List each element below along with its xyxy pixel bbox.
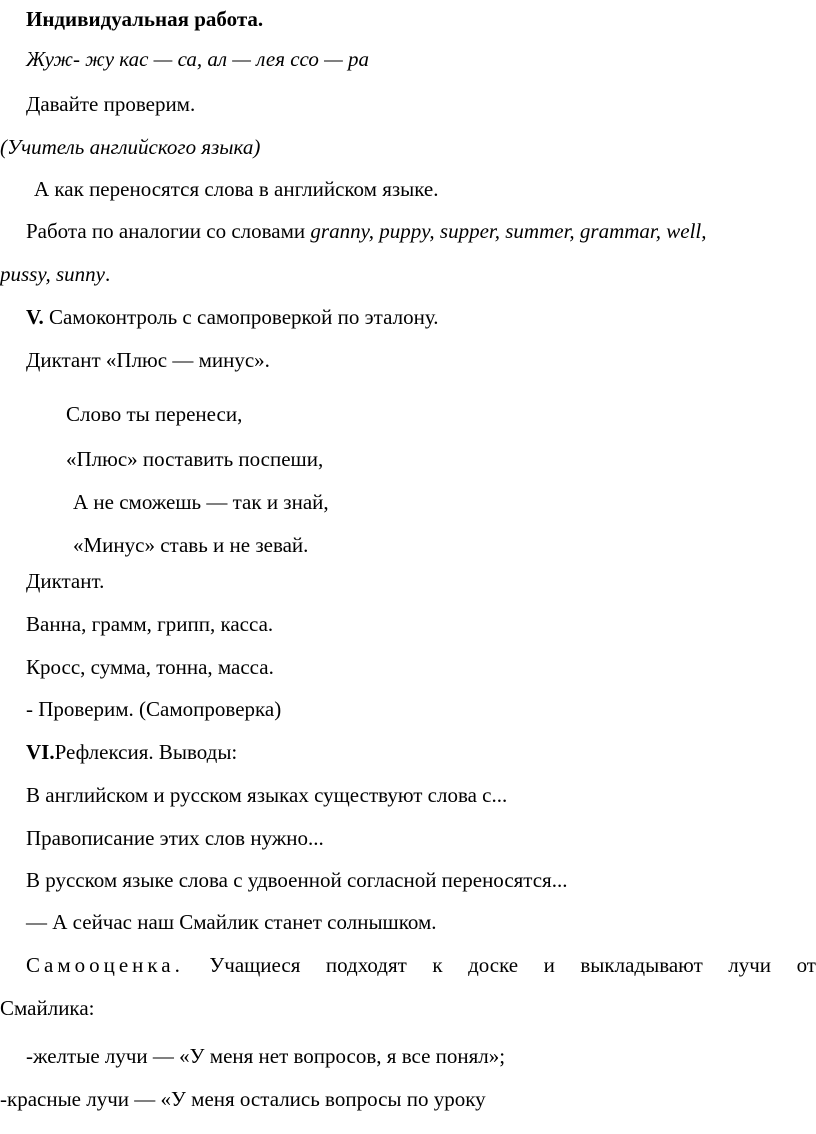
section-6-heading (26, 739, 237, 765)
red-rays-line: -красные лучи — «У меня остались вопросы по уроку (0, 1087, 486, 1111)
self-assessment-word: Учащиеся (209, 953, 301, 977)
self-assessment-word: от (796, 953, 816, 977)
analogy-line-1 (26, 218, 707, 244)
teacher-note: (Учитель английского языка) (0, 135, 261, 159)
check-line: Давайте проверим. (26, 92, 196, 116)
yellow-rays-line: -желтые лучи — «У меня нет вопросов, я все понял»; (26, 1044, 506, 1068)
analogy-words-2: pussy, sunny (0, 262, 105, 286)
section-5-number: V. (26, 305, 44, 329)
section-5-text: Самоконтроль с самопроверкой по эталону. (43, 305, 439, 329)
dictation-label: Диктант. (26, 569, 105, 593)
poem-line: А не сможешь — так и знай, (73, 490, 329, 514)
poem-line: «Минус» ставь и не зевай. (73, 533, 309, 557)
analogy-end: . (105, 262, 111, 286)
section-5-heading (26, 304, 438, 330)
self-assessment-word: выкладывают (580, 953, 703, 977)
syllables-line: Жуж- жу кас — са, ал — лея ссо — ра (26, 47, 369, 71)
poem-line: «Плюс» поставить поспеши, (66, 447, 324, 471)
self-assessment-word: лучи (728, 953, 772, 977)
conclusion-line: В английском и русском языках существуют слова с... (26, 783, 508, 807)
self-assessment-label: Самооценка. (26, 953, 184, 977)
section-6-number: VI. (26, 740, 55, 764)
dictation-words-2: Кросс, сумма, тонна, масса. (26, 655, 274, 679)
conclusion-line: В русском языке слова с удвоенной согласной переносятся... (26, 868, 568, 892)
dictation-title: Диктант «Плюс — минус». (26, 348, 270, 372)
smiley-line: — А сейчас наш Смайлик станет солнышком. (26, 910, 437, 934)
analogy-line-2 (0, 261, 110, 287)
self-assessment-word: к (432, 953, 443, 977)
poem-line: Слово ты перенеси, (66, 402, 243, 426)
conclusion-line: Правописание этих слов нужно... (26, 826, 324, 850)
self-assessment-end: Смайлика: (0, 996, 95, 1020)
self-check-line: - Проверим. (Самопроверка) (26, 697, 282, 721)
self-assessment-word: подходят (325, 953, 407, 977)
self-assessment-word: доске (468, 953, 519, 977)
analogy-words-1: granny, puppy, supper, summer, grammar, well, (310, 219, 707, 243)
self-assessment-word: и (543, 953, 555, 977)
self-assessment-line (26, 952, 816, 978)
analogy-prefix: Работа по аналогии со словами (26, 219, 311, 243)
section-6-text: Рефлексия. Выводы: (54, 740, 238, 764)
individual-work-heading: Индивидуальная работа. (26, 7, 264, 31)
english-question: А как переносятся слова в английском языке. (34, 177, 439, 201)
dictation-words-1: Ванна, грамм, грипп, касса. (26, 612, 274, 636)
